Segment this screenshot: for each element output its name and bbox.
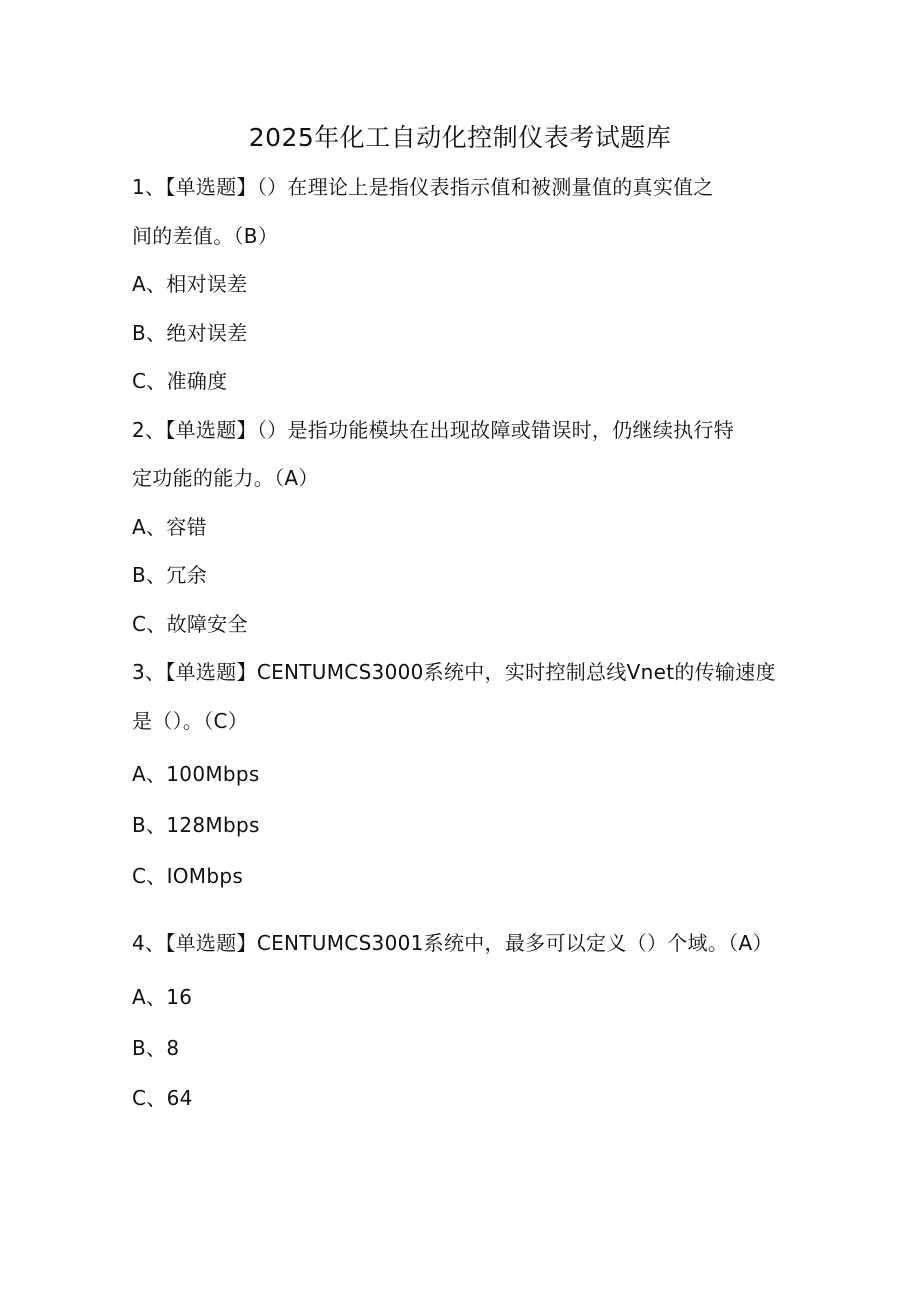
question-3-option-c: C、IOMbps [132, 864, 244, 888]
question-4-option-a: A、16 [132, 985, 193, 1009]
question-4-stem-line-1: 4、【单选题】CENTUMCS3001系统中，最多可以定义（）个域。（A） [132, 931, 773, 955]
question-2-option-c: C、故障安全 [132, 612, 248, 636]
question-2-stem-line-2: 定功能的能力。（A） [132, 466, 319, 490]
question-2-option-b: B、冗余 [132, 563, 207, 587]
question-1-option-c: C、准确度 [132, 369, 228, 393]
question-2-option-a: A、容错 [132, 515, 207, 539]
question-4-option-b: B、8 [132, 1036, 180, 1060]
question-3-option-a: A、100Mbps [132, 762, 260, 786]
question-3-stem-line-2: 是（）。（C） [132, 709, 249, 733]
question-3-option-b: B、128Mbps [132, 813, 260, 837]
document-title: 2025年化工自动化控制仪表考试题库 [248, 123, 672, 152]
question-1-stem-line-1: 1、【单选题】（）在理论上是指仪表指示值和被测量值的真实值之 [132, 175, 714, 199]
question-2-stem-line-1: 2、【单选题】（）是指功能模块在出现故障或错误时，仍继续执行特 [132, 418, 735, 442]
question-1-option-b: B、绝对误差 [132, 321, 248, 345]
question-1-stem-line-2: 间的差值。（B） [132, 224, 279, 248]
question-1-option-a: A、相对误差 [132, 272, 248, 296]
question-4-option-c: C、64 [132, 1086, 193, 1110]
question-3-stem-line-1: 3、【单选题】CENTUMCS3000系统中，实时控制总线Vnet的传输速度 [132, 660, 776, 684]
